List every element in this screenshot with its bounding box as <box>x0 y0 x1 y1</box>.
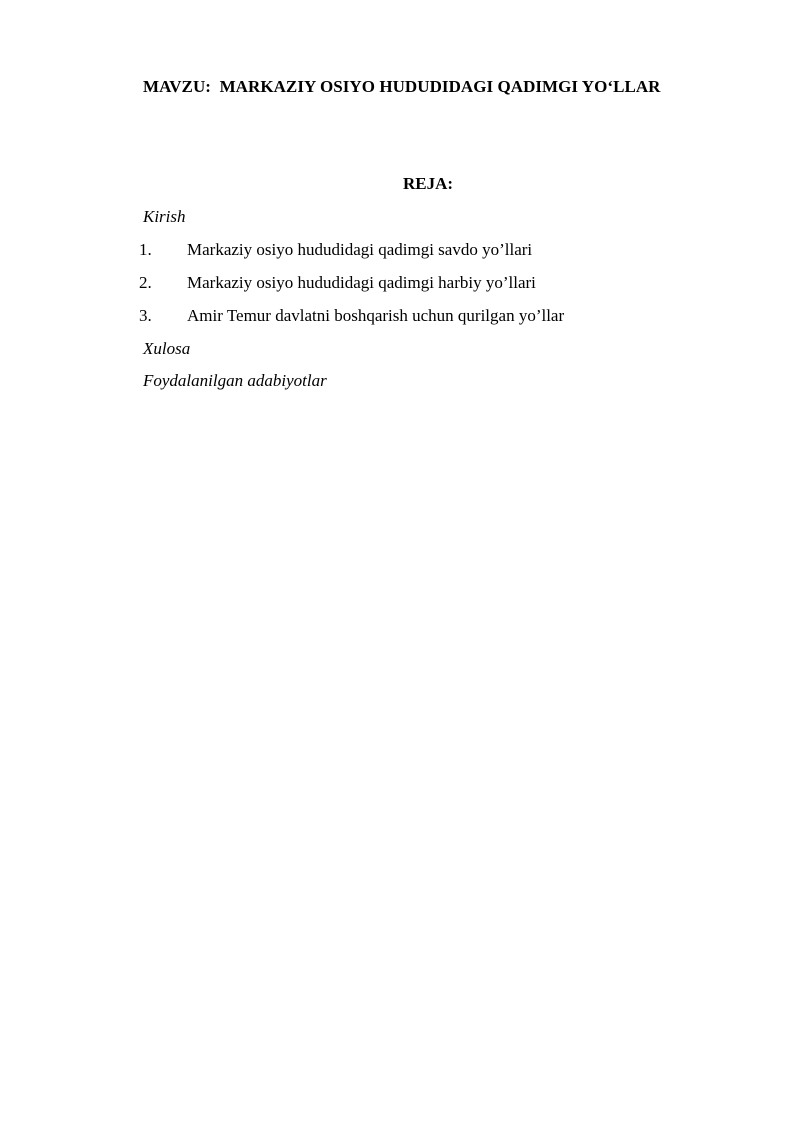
list-item-text: Markaziy osiyo hududidagi qadimgi savdo yo’llari <box>187 240 533 259</box>
document-title: MAVZU: MARKAZIY OSIYO HUDUDIDAGI QADIMGI YO‘LLAR <box>143 77 661 96</box>
plan-heading: REJA: <box>402 174 454 193</box>
conclusion-label: Xulosa <box>143 339 191 358</box>
list-item-number: 3. <box>139 306 152 325</box>
references-label: Foydalanilgan adabiyotlar <box>143 371 327 390</box>
list-item-text: Amir Temur davlatni boshqarish uchun qurilgan yo’llar <box>187 306 565 325</box>
intro-label: Kirish <box>143 207 186 226</box>
list-item-number: 1. <box>139 240 152 259</box>
list-item-text: Markaziy osiyo hududidagi qadimgi harbiy yo’llari <box>187 273 536 292</box>
list-item-number: 2. <box>139 273 152 292</box>
